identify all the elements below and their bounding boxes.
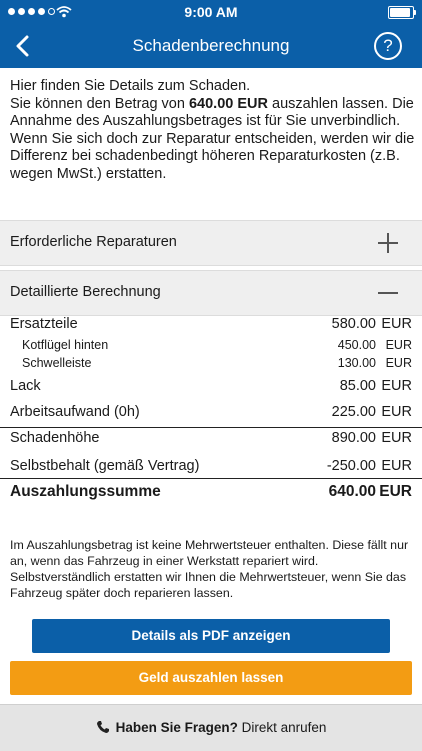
row-value: 450.00	[337, 338, 376, 352]
table-row-total	[0, 478, 422, 505]
row-currency: EUR	[381, 316, 412, 332]
table-row	[0, 336, 422, 354]
row-value: 85.00	[339, 378, 376, 394]
section-detailed-calculation[interactable]	[0, 270, 422, 316]
row-value: -250.00	[326, 458, 376, 474]
table-row	[0, 314, 422, 336]
intro-line-1: Hier finden Sie Details zum Schaden.	[10, 78, 251, 94]
row-currency: EUR	[379, 483, 412, 500]
table-row	[0, 402, 422, 427]
row-value: 130.00	[337, 356, 376, 370]
intro-pre-amount: Sie können den Betrag von	[10, 95, 189, 112]
row-label: Schwelleiste	[22, 356, 92, 370]
status-bar	[0, 0, 422, 24]
row-currency: EUR	[381, 404, 412, 420]
row-label: Selbstbehalt (gemäß Vertrag)	[10, 458, 200, 474]
row-currency: EUR	[381, 430, 412, 446]
call-bar-question: Haben Sie Fragen?	[115, 720, 238, 735]
row-currency: EUR	[385, 338, 412, 352]
table-row	[0, 354, 422, 372]
row-currency: EUR	[385, 356, 412, 370]
intro-post-amount: auszahlen lassen. Die Annahme des Auszahlungsbetrages ist für Sie unverbindlich. Wenn Sie sich doch zur Reparatur entscheiden, werden wir die Differenz bei schadenbedingt höheren Reparaturkosten (z.B. wegen MwSt.) erstatten.	[10, 95, 415, 182]
payout-amount: 640.00 EUR	[188, 95, 268, 112]
row-label: Schadenhöhe	[10, 430, 100, 446]
table-row	[0, 456, 422, 478]
table-row	[0, 427, 422, 453]
page-title: Schadenberechnung	[132, 36, 290, 55]
call-bar-action: Direkt anrufen	[237, 720, 327, 735]
intro-text	[10, 78, 415, 183]
section-required-repairs[interactable]	[0, 220, 422, 266]
row-label: Ersatzteile	[10, 316, 78, 332]
row-label: Auszahlungssumme	[10, 483, 161, 500]
row-value: 640.00	[328, 483, 376, 500]
vat-note: Im Auszahlungsbetrag ist keine Mehrwertsteuer enthalten. Diese fällt nur an, wenn das Fahrzeug in einer Werkstatt repariert wird. Selbstverständlich erstatten wir Ihnen die Mehrwertsteuer, wenn Sie das Fahrzeug später doch reparieren lassen.	[10, 538, 409, 600]
show-pdf-button[interactable]: Details als PDF anzeigen	[32, 619, 390, 653]
section-label: Detaillierte Berechnung	[10, 284, 161, 300]
row-label: Arbeitsaufwand (0h)	[10, 404, 140, 420]
minus-icon[interactable]	[378, 283, 398, 303]
phone-icon	[96, 720, 110, 734]
payout-button[interactable]: Geld auszahlen lassen	[10, 661, 412, 695]
status-time: 9:00 AM	[184, 4, 238, 20]
row-label: Lack	[10, 378, 41, 394]
row-currency: EUR	[381, 378, 412, 394]
help-button[interactable]: ?	[374, 32, 402, 60]
row-value: 225.00	[331, 404, 376, 420]
plus-icon[interactable]	[378, 233, 398, 253]
nav-bar	[0, 24, 422, 68]
table-row	[0, 376, 422, 397]
row-value: 580.00	[331, 316, 376, 332]
call-bar[interactable]	[0, 704, 422, 751]
row-value: 890.00	[331, 430, 376, 446]
row-currency: EUR	[381, 458, 412, 474]
calculation-table	[0, 314, 422, 505]
row-label: Kotflügel hinten	[22, 338, 109, 352]
battery-icon	[388, 6, 414, 19]
section-label: Erforderliche Reparaturen	[10, 234, 177, 250]
